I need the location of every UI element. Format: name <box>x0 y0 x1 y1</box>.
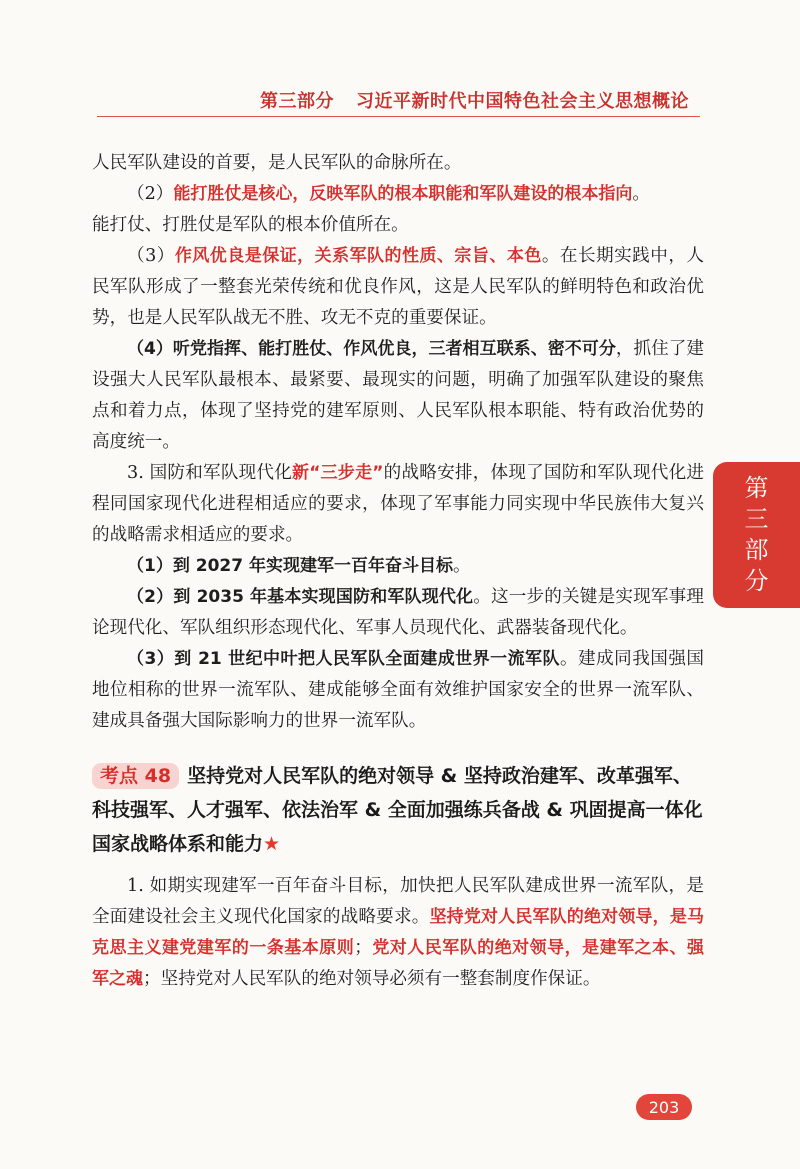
side-tab-char: 三 <box>744 505 769 533</box>
section-title: 坚持党对人民军队的绝对领导 & 坚持政治建军、改革强军、科技强军、人才强军、依法治军 & 全面加强练兵备战 & 巩固提高一体化国家战略体系和能力 <box>92 765 703 855</box>
page-body <box>92 148 704 995</box>
paragraph <box>92 871 704 995</box>
text: 。 <box>632 184 650 204</box>
header-divider <box>97 116 700 117</box>
bold-statement: （2）到 2035 年基本实现国防和军队现代化 <box>127 587 474 607</box>
item-number: （3） <box>127 246 175 266</box>
side-tab-char: 分 <box>744 567 769 595</box>
bold-statement: （4）听党指挥、能打胜仗、作风优良，三者相互联系、密不可分 <box>127 339 616 359</box>
bold-statement: （1）到 2027 年实现建军一百年奋斗目标 <box>127 556 453 576</box>
header-book-title: 习近平新时代中国特色社会主义思想概论 <box>356 91 689 112</box>
section-heading <box>92 759 704 861</box>
paragraph <box>92 551 704 582</box>
text: 。 <box>452 556 471 576</box>
header-title <box>260 87 700 113</box>
paragraph <box>92 582 704 644</box>
key-point-highlight: 新“三步走” <box>292 463 384 483</box>
exam-point-badge: 考点 48 <box>92 763 179 789</box>
text: ，抓住了建设强大人民军队最根本、最紧要、最现实的问题，明确了加强军队建设的聚焦点和着力点，体现了坚持党的建军原则、人民军队根本职能、特有政治优势的高度统一。 <box>92 339 704 452</box>
text: ； <box>354 938 372 958</box>
text: 。建成同我国强国地位相称的世界一流军队、建成能够全面有效维护国家安全的世界一流军队、建成具备强大国际影响力的世界一流军队。 <box>92 649 704 731</box>
part-side-tab <box>713 462 800 608</box>
text: 。这一步的关键是实现军事理论现代化、军队组织形态现代化、军事人员现代化、武器装备现代化。 <box>92 587 704 638</box>
paragraph <box>92 179 704 210</box>
paragraph <box>92 334 704 458</box>
text: 的战略安排，体现了国防和军队现代化进程同国家现代化进程相适应的要求，体现了军事能力同实现中华民族伟大复兴的战略需求相适应的要求。 <box>92 463 704 545</box>
item-number: （2） <box>127 184 174 204</box>
key-point-highlight: 能打胜仗是核心，反映军队的根本职能和军队建设的根本指向 <box>173 184 633 204</box>
text: 1. 如期实现建军一百年奋斗目标，加快把人民军队建成世界一流军队，是全面建设社会主义现代化国家的战略要求。 <box>92 876 704 927</box>
text: 3. 国防和军队现代化 <box>127 463 293 483</box>
paragraph <box>92 458 704 551</box>
header-part: 第三部分 <box>260 91 334 112</box>
bold-statement: （3）到 21 世纪中叶把人民军队全面建成世界一流军队 <box>127 649 560 669</box>
key-point-highlight: 党对人民军队的绝对领导，是建军之本、强军之魂 <box>92 938 705 989</box>
text: ；坚持党对人民军队的绝对领导必须有一整套制度作保证。 <box>143 969 601 989</box>
star-icon: ★ <box>263 833 281 855</box>
key-point-highlight: 作风优良是保证，关系军队的性质、宗旨、本色 <box>174 246 542 266</box>
text: 。在长期实践中，人民军队形成了一整套光荣传统和优良作风，这是人民军队的鲜明特色和政治优势，也是人民军队战无不胜、攻无不克的重要保证。 <box>92 246 704 328</box>
key-point-highlight: 坚持党对人民军队的绝对领导，是马克思主义建党建军的一条基本原则 <box>92 907 704 958</box>
paragraph: 能打仗、打胜仗是军队的根本价值所在。 <box>92 215 409 235</box>
paragraph: 人民军队建设的首要，是人民军队的命脉所在。 <box>92 153 462 173</box>
side-tab-char: 部 <box>744 536 769 564</box>
paragraph <box>92 241 704 334</box>
page-number: 203 <box>636 1094 692 1120</box>
paragraph <box>92 644 704 737</box>
side-tab-char: 第 <box>744 474 769 502</box>
